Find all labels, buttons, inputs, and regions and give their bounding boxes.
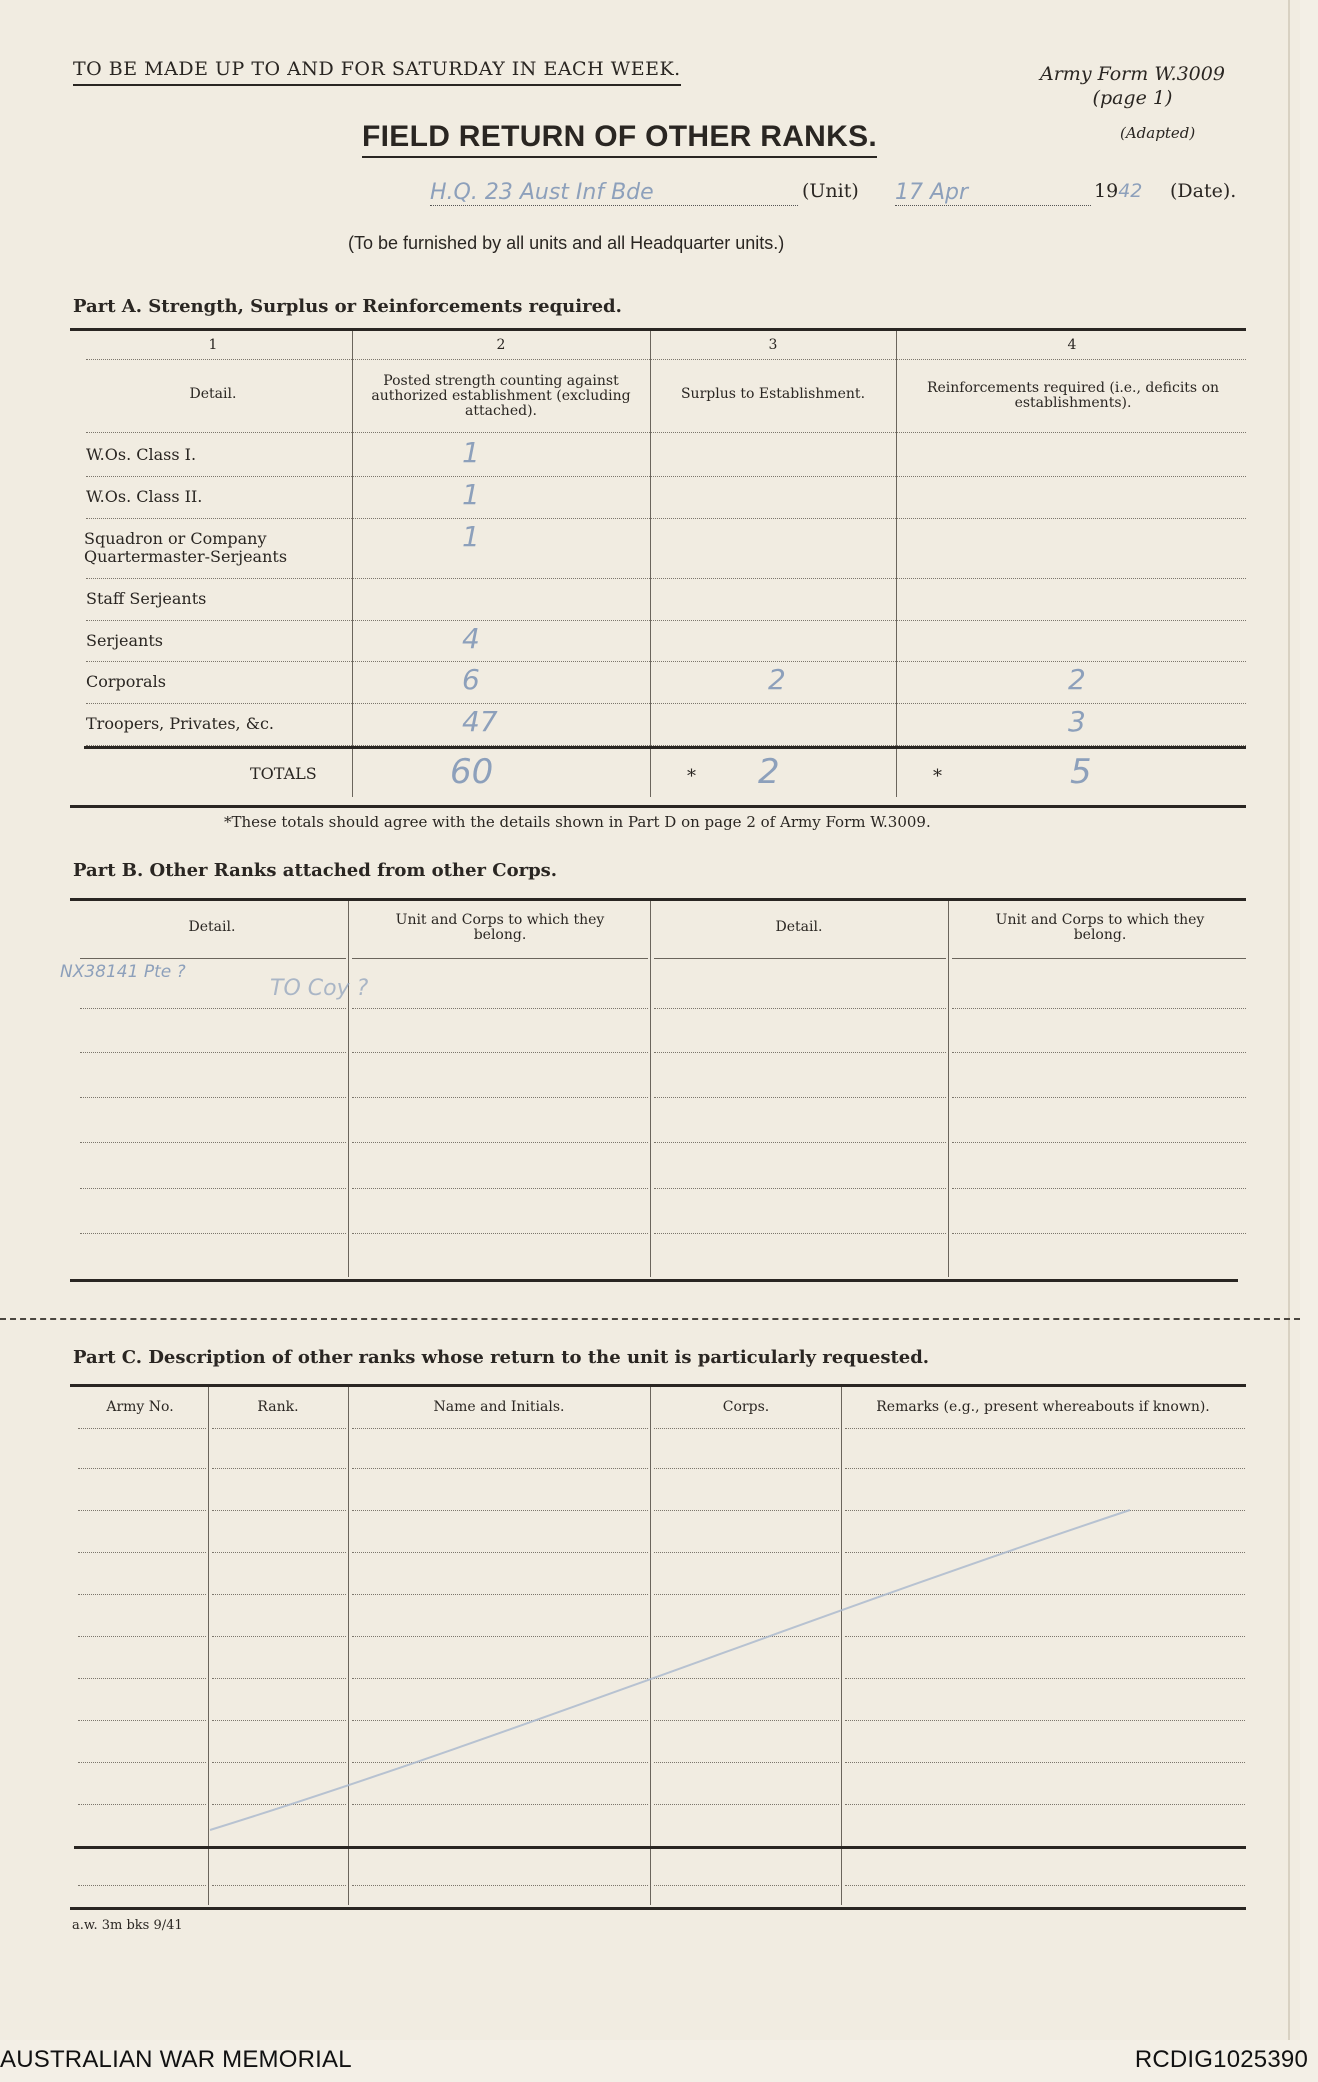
part-b-entry-unit: TO Coy ? bbox=[270, 976, 369, 1001]
part-c-row-rule bbox=[78, 1762, 206, 1763]
part-a-row-surplus: 2 bbox=[768, 663, 786, 696]
part-a-row-reinforcements: 2 bbox=[1068, 663, 1086, 696]
part-a-row-label: Troopers, Privates, &c. bbox=[86, 714, 275, 733]
part-a-row-rule bbox=[86, 476, 1246, 477]
adapted-note: (Adapted) bbox=[1120, 124, 1196, 142]
part-b-row-rule bbox=[654, 1052, 946, 1053]
col-head-posted: Posted strength counting against authorized establishment (excluding attached). bbox=[371, 373, 631, 419]
part-c-head-remarks: Remarks (e.g., present whereabouts if known). bbox=[876, 1399, 1210, 1415]
part-a-row-rule bbox=[86, 518, 1246, 519]
part-c-title: Part C. Description of other ranks whose return to the unit is particularly requested. bbox=[73, 1347, 930, 1368]
form-title: FIELD RETURN OF OTHER RANKS. bbox=[362, 120, 877, 158]
part-c-row-rule bbox=[654, 1468, 839, 1469]
part-c-head-name: Name and Initials. bbox=[433, 1399, 565, 1415]
part-c-row-rule bbox=[78, 1552, 206, 1553]
part-c-row-rule bbox=[78, 1468, 206, 1469]
part-b-row-rule bbox=[352, 1188, 648, 1189]
part-b-row-rule bbox=[952, 1188, 1246, 1189]
diagonal-pen-stroke bbox=[200, 1500, 1140, 1840]
part-a-row-label: Serjeants bbox=[86, 630, 163, 650]
part-a-bottom-rule bbox=[70, 805, 1246, 808]
part-b-row-rule bbox=[352, 1052, 648, 1053]
part-b-row-rule bbox=[352, 1008, 648, 1009]
part-c-row-rule bbox=[78, 1720, 206, 1721]
part-a-row-label: Squadron or Company Quartermaster-Serjeants bbox=[84, 529, 288, 566]
part-c-head-army-no: Army No. bbox=[106, 1399, 174, 1415]
totals-surplus: 2 bbox=[758, 752, 780, 792]
col-head-surplus: Surplus to Establishment. bbox=[680, 386, 866, 402]
part-c-row-rule bbox=[352, 1468, 648, 1469]
date-value: 17 Apr bbox=[895, 180, 1091, 206]
part-a-row-reinforcements: 3 bbox=[1068, 705, 1086, 738]
part-b-row-rule bbox=[654, 958, 946, 959]
part-b-row-rule bbox=[80, 1097, 346, 1098]
part-c-row-rule bbox=[78, 1885, 206, 1886]
totals-label: TOTALS bbox=[250, 764, 317, 783]
part-b-head-unit-1: Unit and Corps to which they belong. bbox=[395, 912, 605, 943]
part-b-row-rule bbox=[654, 1097, 946, 1098]
year-value: 42 bbox=[1118, 180, 1143, 202]
form-number bbox=[1040, 62, 1225, 110]
printer-imprint: a.w. 3m bks 9/41 bbox=[72, 1918, 183, 1933]
part-b-row-rule bbox=[952, 1097, 1246, 1098]
form-name: Army Form W.3009 bbox=[1040, 63, 1225, 85]
part-b-row-rule bbox=[80, 1188, 346, 1189]
part-b-head-detail-1: Detail. bbox=[188, 919, 236, 935]
part-a-note: *These totals should agree with the details shown in Part D on page 2 of Army Form W.3009. bbox=[224, 813, 931, 831]
part-a-row-posted: 1 bbox=[462, 436, 480, 469]
part-c-head-rank: Rank. bbox=[257, 1399, 299, 1415]
part-c-row-rule bbox=[78, 1636, 206, 1637]
part-b-row-rule bbox=[952, 1008, 1246, 1009]
part-c-row-rule bbox=[845, 1885, 1245, 1886]
part-a-totals-rule bbox=[84, 746, 1246, 749]
part-b-row-rule bbox=[352, 1142, 648, 1143]
part-c-row-rule bbox=[78, 1510, 206, 1511]
part-b-row-rule bbox=[80, 1008, 346, 1009]
part-a-row-rule bbox=[86, 703, 1246, 704]
part-c-row-rule bbox=[352, 1428, 648, 1429]
col-num-2: 2 bbox=[496, 337, 506, 353]
part-a-row-posted: 1 bbox=[462, 520, 480, 553]
date-field bbox=[895, 180, 1095, 206]
col-num-3: 3 bbox=[768, 337, 778, 353]
part-b-head-detail-2: Detail. bbox=[775, 919, 823, 935]
part-b-row-rule bbox=[654, 1008, 946, 1009]
part-b-divider-1 bbox=[348, 901, 349, 1277]
col-head-reinforcements: Reinforcements required (i.e., deficits on establishments). bbox=[926, 380, 1220, 411]
part-c-row-rule bbox=[212, 1468, 346, 1469]
part-c-double-rule-2 bbox=[846, 1846, 1246, 1849]
part-c-row-rule bbox=[845, 1428, 1245, 1429]
form-page: (page 1) bbox=[1092, 87, 1173, 109]
totals-reinf-asterisk: * bbox=[933, 766, 942, 787]
part-a-row-posted: 1 bbox=[462, 478, 480, 511]
part-c-row-rule bbox=[78, 1594, 206, 1595]
part-b-row-rule bbox=[952, 958, 1246, 959]
year-field bbox=[1094, 180, 1142, 202]
archive-credit: AUSTRALIAN WAR MEMORIAL bbox=[0, 2046, 352, 2073]
part-c-row-rule bbox=[352, 1885, 648, 1886]
part-a-row-label: W.Os. Class I. bbox=[86, 445, 197, 464]
part-a-top-rule bbox=[70, 328, 1246, 331]
instruction-line: TO BE MADE UP TO AND FOR SATURDAY IN EACH WEEK. bbox=[73, 58, 681, 86]
part-a-row-rule bbox=[86, 578, 1246, 579]
unit-field bbox=[430, 180, 800, 206]
part-a-row-posted: 47 bbox=[462, 705, 498, 738]
part-b-row-rule bbox=[654, 1142, 946, 1143]
part-b-row-rule bbox=[352, 958, 648, 959]
part-c-row-rule bbox=[78, 1428, 206, 1429]
part-a-row-label: W.Os. Class II. bbox=[86, 487, 203, 506]
totals-posted: 60 bbox=[450, 752, 494, 792]
part-a-title: Part A. Strength, Surplus or Reinforcements required. bbox=[73, 296, 622, 317]
part-a-row-rule bbox=[86, 661, 1246, 662]
part-b-row-rule bbox=[352, 1233, 648, 1234]
part-a-divider-3 bbox=[896, 331, 897, 797]
part-a-row-posted: 4 bbox=[462, 622, 480, 655]
part-b-row-rule bbox=[654, 1233, 946, 1234]
year-prefix: 19 bbox=[1094, 180, 1119, 202]
part-b-divider-3 bbox=[948, 901, 949, 1277]
part-b-row-rule bbox=[80, 1052, 346, 1053]
part-b-row-rule bbox=[952, 1142, 1246, 1143]
part-c-row-rule bbox=[654, 1885, 839, 1886]
part-b-title: Part B. Other Ranks attached from other Corps. bbox=[73, 860, 558, 881]
part-c-head-corps: Corps. bbox=[722, 1399, 770, 1415]
part-c-row-rule bbox=[654, 1428, 839, 1429]
part-a-row-rule bbox=[86, 620, 1246, 621]
part-b-row-rule bbox=[654, 1188, 946, 1189]
part-b-head-unit-2: Unit and Corps to which they belong. bbox=[995, 912, 1205, 943]
part-b-entry-detail: NX38141 Pte ? bbox=[60, 962, 186, 982]
unit-value: H.Q. 23 Aust Inf Bde bbox=[430, 180, 798, 206]
part-c-row-rule bbox=[78, 1678, 206, 1679]
part-a-header-rule bbox=[86, 432, 1246, 433]
date-label: (Date). bbox=[1170, 180, 1237, 202]
part-b-row-rule bbox=[80, 958, 346, 959]
part-b-divider-2 bbox=[650, 901, 651, 1277]
col-num-4: 4 bbox=[1067, 337, 1077, 353]
part-c-row-rule bbox=[212, 1428, 346, 1429]
unit-label: (Unit) bbox=[802, 180, 859, 202]
part-b-row-rule bbox=[952, 1233, 1246, 1234]
part-a-colnum-rule bbox=[86, 359, 1246, 360]
part-c-bottom-rule bbox=[70, 1907, 1246, 1910]
part-c-top-rule bbox=[70, 1384, 1246, 1387]
part-c-row-rule bbox=[845, 1468, 1245, 1469]
col-num-1: 1 bbox=[208, 337, 218, 353]
form-subtitle: (To be furnished by all units and all Headquarter units.) bbox=[348, 233, 785, 253]
part-b-row-rule bbox=[352, 1097, 648, 1098]
part-a-row-posted: 6 bbox=[462, 663, 480, 696]
part-b-row-rule bbox=[80, 1233, 346, 1234]
part-b-top-rule bbox=[70, 898, 1246, 901]
part-b-bottom-rule bbox=[70, 1279, 1238, 1282]
part-b-row-rule bbox=[952, 1052, 1246, 1053]
part-c-row-rule bbox=[78, 1804, 206, 1805]
part-a-divider-1 bbox=[352, 331, 353, 797]
page-edge bbox=[1288, 0, 1290, 2040]
totals-reinf: 5 bbox=[1070, 752, 1092, 792]
col-head-detail: Detail. bbox=[189, 386, 237, 402]
cut-line bbox=[0, 1318, 1300, 1320]
archive-id: RCDIG1025390 bbox=[1134, 2046, 1308, 2073]
part-a-row-label: Staff Serjeants bbox=[86, 589, 207, 608]
part-c-row-rule bbox=[212, 1885, 346, 1886]
totals-surplus-asterisk: * bbox=[687, 766, 696, 787]
part-b-row-rule bbox=[80, 1142, 346, 1143]
part-a-row-label: Corporals bbox=[86, 672, 166, 691]
